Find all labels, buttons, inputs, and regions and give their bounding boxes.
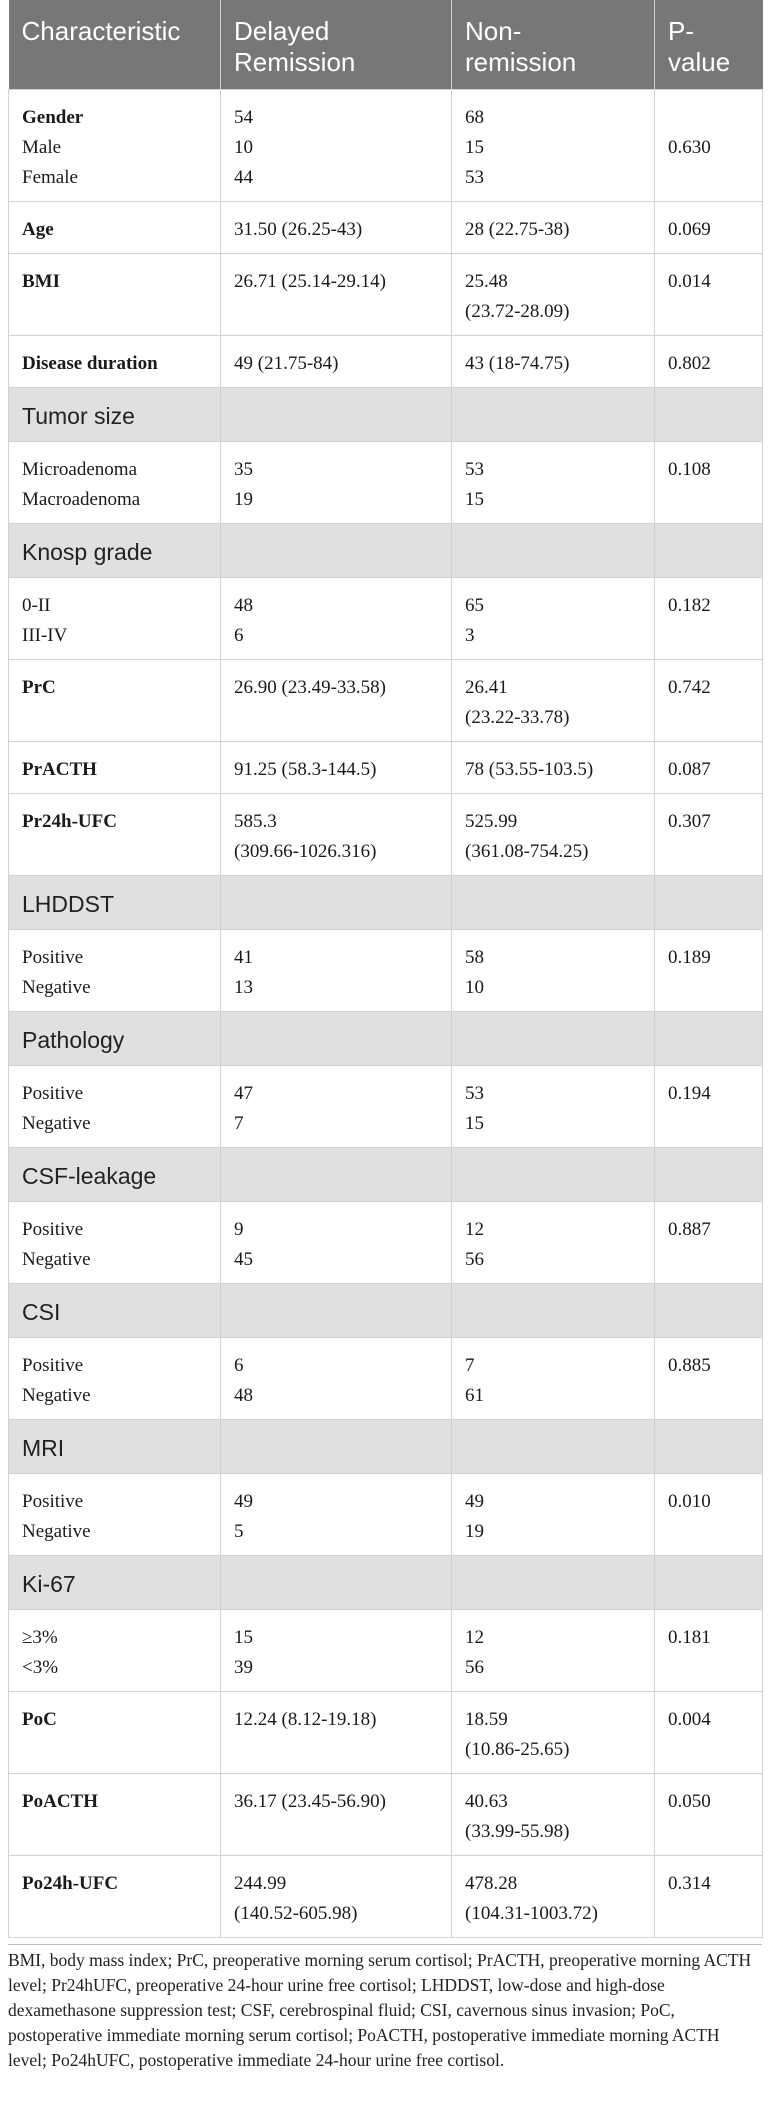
cell-text-line: CSF-leakage xyxy=(22,1163,157,1189)
cell-text-line: PoC xyxy=(22,1709,57,1730)
characteristic-cell xyxy=(9,202,221,254)
section-header-row xyxy=(9,388,763,442)
cell-text-line: 45 xyxy=(234,1249,253,1270)
header-row xyxy=(9,0,763,90)
delayed-remission-cell xyxy=(221,578,452,660)
header-non-remission xyxy=(452,0,655,90)
section-empty-cell xyxy=(221,1012,452,1066)
cell-text-line: 78 (53.55-103.5) xyxy=(465,759,594,780)
delayed-remission-cell xyxy=(221,1474,452,1556)
cell-text-line: ≥3% xyxy=(22,1627,58,1648)
cell-text-line: Microadenoma xyxy=(22,459,138,480)
cell-text-line: 9 xyxy=(234,1219,244,1240)
table-row xyxy=(9,930,763,1012)
table-row xyxy=(9,1692,763,1774)
delayed-remission-cell xyxy=(221,254,452,336)
section-header-row xyxy=(9,1012,763,1066)
cell-text-line: 36.17 (23.45-56.90) xyxy=(234,1791,386,1812)
section-empty-cell xyxy=(221,876,452,930)
header-text-line: Delayed xyxy=(234,16,330,46)
characteristic-cell xyxy=(9,254,221,336)
header-text-line: P- xyxy=(668,16,694,46)
cell-text-line: (23.72-28.09) xyxy=(465,301,570,322)
cell-text-line: 6 xyxy=(234,625,244,646)
section-label-cell xyxy=(9,1420,221,1474)
cell-text-line: 39 xyxy=(234,1657,253,1678)
table-row xyxy=(9,202,763,254)
cell-text-line: 31.50 (26.25-43) xyxy=(234,219,363,240)
non-remission-cell xyxy=(452,1774,655,1856)
cell-text-line: 56 xyxy=(465,1249,484,1270)
table-header xyxy=(9,0,763,90)
header-text-line: Non- xyxy=(465,16,522,46)
results-table-container xyxy=(8,0,762,1938)
non-remission-cell xyxy=(452,578,655,660)
cell-text-line: 65 xyxy=(465,595,484,616)
section-header-row xyxy=(9,1556,763,1610)
header-text-line: remission xyxy=(465,47,577,77)
p-value-cell: 0.630 xyxy=(655,90,763,202)
delayed-remission-cell xyxy=(221,1610,452,1692)
table-body xyxy=(9,90,763,1938)
table-row xyxy=(9,578,763,660)
table-row xyxy=(9,1202,763,1284)
cell-text-line: 15 xyxy=(465,137,484,158)
cell-text-line: 12 xyxy=(465,1627,484,1648)
cell-text-line: Pr24h-UFC xyxy=(22,811,117,832)
cell-text-line: 244.99 xyxy=(234,1873,287,1894)
non-remission-cell xyxy=(452,794,655,876)
cell-text-line: (361.08-754.25) xyxy=(465,841,589,862)
section-header-row xyxy=(9,1148,763,1202)
header-characteristic xyxy=(9,0,221,90)
p-value-cell: 0.307 xyxy=(655,794,763,876)
section-empty-cell xyxy=(655,1284,763,1338)
delayed-remission-cell xyxy=(221,1066,452,1148)
p-value-cell: 0.050 xyxy=(655,1774,763,1856)
cell-text-line: Negative xyxy=(22,1385,91,1406)
non-remission-cell xyxy=(452,1202,655,1284)
table-row xyxy=(9,1066,763,1148)
non-remission-cell xyxy=(452,1692,655,1774)
table-row xyxy=(9,1610,763,1692)
cell-text-line: Positive xyxy=(22,1491,84,1512)
p-value-cell: 0.087 xyxy=(655,742,763,794)
section-empty-cell xyxy=(452,1012,655,1066)
section-empty-cell xyxy=(452,524,655,578)
cell-text-line: Positive xyxy=(22,1355,84,1376)
cell-text-line: 49 (21.75-84) xyxy=(234,353,339,374)
section-label-cell xyxy=(9,1148,221,1202)
section-header-row xyxy=(9,1284,763,1338)
non-remission-cell xyxy=(452,442,655,524)
table-row xyxy=(9,336,763,388)
delayed-remission-cell xyxy=(221,442,452,524)
cell-text-line: 49 xyxy=(234,1491,253,1512)
section-empty-cell xyxy=(655,1148,763,1202)
p-value-cell: 0.742 xyxy=(655,660,763,742)
p-value-cell: 0.010 xyxy=(655,1474,763,1556)
characteristic-cell xyxy=(9,1610,221,1692)
table-footnote: BMI, body mass index; PrC, preoperative morning serum cortisol; PrACTH, preoperative morning ACTH level; Pr24hUFC, preoperative 24-hour urine free cortisol; LHDDST, low-dose and high-dose dexamethasone suppression test; CSF, cerebrospinal fluid; CSI, cavernous sinus invasion; PoC, postoperative immediate morning serum cortisol; PoACTH, postoperative immediate morning ACTH level; Po24hUFC, postoperative immediate 24-hour urine free cortisol. xyxy=(8,1944,762,2073)
delayed-remission-cell xyxy=(221,1856,452,1938)
section-label-cell xyxy=(9,388,221,442)
cell-text-line: Male xyxy=(22,137,62,158)
cell-text-line: 58 xyxy=(465,947,484,968)
cell-text-line: (23.22-33.78) xyxy=(465,707,570,728)
p-value-cell: 0.004 xyxy=(655,1692,763,1774)
section-empty-cell xyxy=(221,388,452,442)
cell-text-line: Negative xyxy=(22,977,91,998)
section-label-cell xyxy=(9,1556,221,1610)
table-row xyxy=(9,1856,763,1938)
cell-text-line: III-IV xyxy=(22,625,68,646)
p-value-cell: 0.014 xyxy=(655,254,763,336)
characteristic-cell xyxy=(9,442,221,524)
section-empty-cell xyxy=(221,1556,452,1610)
characteristic-cell xyxy=(9,578,221,660)
table-row xyxy=(9,90,763,202)
characteristic-cell xyxy=(9,660,221,742)
section-empty-cell xyxy=(655,524,763,578)
cell-text-line: Tumor size xyxy=(22,403,135,429)
characteristic-cell xyxy=(9,930,221,1012)
cell-text-line: 44 xyxy=(234,167,253,188)
cell-text-line: Disease duration xyxy=(22,353,158,374)
cell-text-line: 525.99 xyxy=(465,811,518,832)
delayed-remission-cell xyxy=(221,202,452,254)
cell-text-line: 43 (18-74.75) xyxy=(465,353,570,374)
section-empty-cell xyxy=(452,1420,655,1474)
characteristic-cell xyxy=(9,794,221,876)
cell-text-line: Knosp grade xyxy=(22,539,153,565)
non-remission-cell xyxy=(452,660,655,742)
characteristic-cell xyxy=(9,90,221,202)
cell-text-line: 68 xyxy=(465,107,484,128)
section-label-cell xyxy=(9,1012,221,1066)
p-value-cell: 0.069 xyxy=(655,202,763,254)
cell-text-line: 13 xyxy=(234,977,253,998)
delayed-remission-cell xyxy=(221,930,452,1012)
header-delayed-remission xyxy=(221,0,452,90)
delayed-remission-cell xyxy=(221,1692,452,1774)
cell-text-line: LHDDST xyxy=(22,891,115,917)
delayed-remission-cell xyxy=(221,90,452,202)
non-remission-cell xyxy=(452,1066,655,1148)
delayed-remission-cell xyxy=(221,1202,452,1284)
cell-text-line: 26.71 (25.14-29.14) xyxy=(234,271,386,292)
cell-text-line: Negative xyxy=(22,1113,91,1134)
cell-text-line: 48 xyxy=(234,595,253,616)
non-remission-cell xyxy=(452,90,655,202)
cell-text-line: Positive xyxy=(22,1083,84,1104)
section-empty-cell xyxy=(655,1556,763,1610)
p-value-cell: 0.108 xyxy=(655,442,763,524)
cell-text-line: 478.28 xyxy=(465,1873,518,1894)
cell-text-line: Negative xyxy=(22,1249,91,1270)
p-value-cell: 0.181 xyxy=(655,1610,763,1692)
cell-text-line: 26.41 xyxy=(465,677,508,698)
section-empty-cell xyxy=(452,388,655,442)
header-text-line: Remission xyxy=(234,47,356,77)
cell-text-line: 6 xyxy=(234,1355,244,1376)
characteristic-cell xyxy=(9,1474,221,1556)
cell-text-line: 15 xyxy=(465,489,484,510)
cell-text-line: (309.66-1026.316) xyxy=(234,841,377,862)
delayed-remission-cell xyxy=(221,336,452,388)
cell-text-line: 3 xyxy=(465,625,475,646)
cell-text-line: 53 xyxy=(465,167,484,188)
cell-text-line: Ki-67 xyxy=(22,1571,76,1597)
cell-text-line: PrC xyxy=(22,677,56,698)
cell-text-line: 0-II xyxy=(22,595,51,616)
table-row xyxy=(9,254,763,336)
cell-text-line: 7 xyxy=(234,1113,244,1134)
cell-text-line: 35 xyxy=(234,459,253,480)
cell-text-line: Negative xyxy=(22,1521,91,1542)
delayed-remission-cell xyxy=(221,1338,452,1420)
cell-text-line: 12.24 (8.12-19.18) xyxy=(234,1709,377,1730)
table-row xyxy=(9,794,763,876)
characteristic-cell xyxy=(9,1338,221,1420)
cell-text-line: 91.25 (58.3-144.5) xyxy=(234,759,377,780)
cell-text-line: MRI xyxy=(22,1435,65,1461)
p-value-cell: 0.802 xyxy=(655,336,763,388)
cell-text-line: 15 xyxy=(465,1113,484,1134)
cell-text-line: Macroadenoma xyxy=(22,489,141,510)
cell-text-line: 61 xyxy=(465,1385,484,1406)
section-empty-cell xyxy=(655,1012,763,1066)
cell-text-line: 49 xyxy=(465,1491,484,1512)
table-row xyxy=(9,742,763,794)
cell-text-line: 10 xyxy=(234,137,253,158)
p-value-cell: 0.314 xyxy=(655,1856,763,1938)
cell-text-line: 5 xyxy=(234,1521,244,1542)
cell-text-line: 56 xyxy=(465,1657,484,1678)
table-row xyxy=(9,1774,763,1856)
cell-text-line: 26.90 (23.49-33.58) xyxy=(234,677,386,698)
section-empty-cell xyxy=(655,876,763,930)
cell-text-line: 10 xyxy=(465,977,484,998)
characteristic-cell xyxy=(9,1066,221,1148)
cell-text-line: Gender xyxy=(22,107,84,128)
comparison-table xyxy=(8,0,763,1938)
non-remission-cell xyxy=(452,202,655,254)
section-label-cell xyxy=(9,1284,221,1338)
p-value-cell: 0.194 xyxy=(655,1066,763,1148)
delayed-remission-cell xyxy=(221,1774,452,1856)
cell-text-line: Pathology xyxy=(22,1027,125,1053)
characteristic-cell xyxy=(9,336,221,388)
characteristic-cell xyxy=(9,1856,221,1938)
cell-text-line: 585.3 xyxy=(234,811,277,832)
header-text-line: Characteristic xyxy=(21,16,181,46)
section-empty-cell xyxy=(655,388,763,442)
p-value-cell: 0.182 xyxy=(655,578,763,660)
cell-text-line: (10.86-25.65) xyxy=(465,1739,570,1760)
section-empty-cell xyxy=(452,876,655,930)
non-remission-cell xyxy=(452,930,655,1012)
non-remission-cell xyxy=(452,1856,655,1938)
non-remission-cell xyxy=(452,1474,655,1556)
cell-text-line: 25.48 xyxy=(465,271,508,292)
table-row xyxy=(9,1338,763,1420)
p-value-cell: 0.189 xyxy=(655,930,763,1012)
section-empty-cell xyxy=(221,1420,452,1474)
cell-text-line: Po24h-UFC xyxy=(22,1873,119,1894)
cell-text-line: 19 xyxy=(465,1521,484,1542)
cell-text-line: 12 xyxy=(465,1219,484,1240)
cell-text-line: 40.63 xyxy=(465,1791,508,1812)
section-empty-cell xyxy=(221,1284,452,1338)
table-row xyxy=(9,1474,763,1556)
section-label-cell xyxy=(9,876,221,930)
characteristic-cell xyxy=(9,742,221,794)
header-p-value xyxy=(655,0,763,90)
cell-text-line: PoACTH xyxy=(22,1791,98,1812)
cell-text-line: 41 xyxy=(234,947,253,968)
cell-text-line: (104.31-1003.72) xyxy=(465,1903,598,1924)
cell-text-line: 15 xyxy=(234,1627,253,1648)
cell-text-line: Positive xyxy=(22,947,84,968)
section-label-cell xyxy=(9,524,221,578)
non-remission-cell xyxy=(452,742,655,794)
cell-text-line: (140.52-605.98) xyxy=(234,1903,358,1924)
section-header-row xyxy=(9,1420,763,1474)
cell-text-line: (33.99-55.98) xyxy=(465,1821,570,1842)
non-remission-cell xyxy=(452,254,655,336)
non-remission-cell xyxy=(452,336,655,388)
cell-text-line: Positive xyxy=(22,1219,84,1240)
cell-text-line: Female xyxy=(22,167,78,188)
characteristic-cell xyxy=(9,1202,221,1284)
cell-text-line: 48 xyxy=(234,1385,253,1406)
cell-text-line: 19 xyxy=(234,489,253,510)
table-row xyxy=(9,442,763,524)
section-header-row xyxy=(9,876,763,930)
section-empty-cell xyxy=(452,1556,655,1610)
cell-text-line: Age xyxy=(22,219,54,240)
section-empty-cell xyxy=(452,1148,655,1202)
header-text-line: value xyxy=(668,47,731,77)
p-value-cell: 0.885 xyxy=(655,1338,763,1420)
cell-text-line: <3% xyxy=(22,1657,59,1678)
cell-text-line: 53 xyxy=(465,1083,484,1104)
delayed-remission-cell xyxy=(221,660,452,742)
section-empty-cell xyxy=(221,524,452,578)
cell-text-line: 7 xyxy=(465,1355,475,1376)
cell-text-line: 53 xyxy=(465,459,484,480)
cell-text-line: BMI xyxy=(22,271,60,292)
section-header-row xyxy=(9,524,763,578)
delayed-remission-cell xyxy=(221,742,452,794)
p-value-cell: 0.887 xyxy=(655,1202,763,1284)
cell-text-line: 28 (22.75-38) xyxy=(465,219,570,240)
cell-text-line: 54 xyxy=(234,107,253,128)
section-empty-cell xyxy=(452,1284,655,1338)
non-remission-cell xyxy=(452,1338,655,1420)
section-empty-cell xyxy=(655,1420,763,1474)
cell-text-line: CSI xyxy=(22,1299,61,1325)
characteristic-cell xyxy=(9,1774,221,1856)
section-empty-cell xyxy=(221,1148,452,1202)
table-row xyxy=(9,660,763,742)
non-remission-cell xyxy=(452,1610,655,1692)
characteristic-cell xyxy=(9,1692,221,1774)
cell-text-line: 47 xyxy=(234,1083,253,1104)
cell-text-line: PrACTH xyxy=(22,759,97,780)
cell-text-line: 18.59 xyxy=(465,1709,508,1730)
delayed-remission-cell xyxy=(221,794,452,876)
